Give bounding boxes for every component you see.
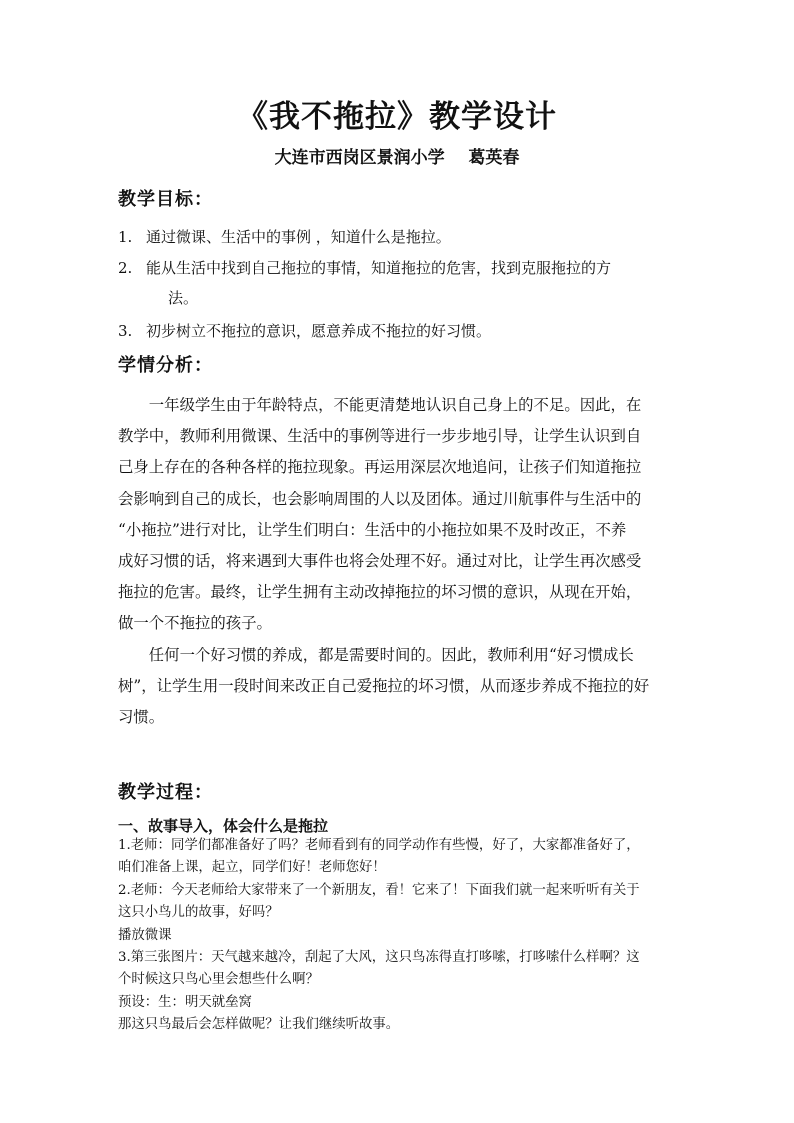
detail-line: 预设：生：明天就垒窝 — [118, 994, 252, 1010]
detail-line: 个时候这只鸟心里会想些什么啊？ — [118, 972, 319, 988]
paragraph-line: 成好习惯的话，将来遇到大事件也将会处理不好。通过对比，让学生再次感受 — [118, 552, 642, 571]
goal-text: 初步树立不拖拉的意识，愿意养成不拖拉的好习惯。 — [146, 322, 492, 340]
analysis-paragraph-2 — [118, 640, 678, 734]
detail-line: 这只小鸟儿的故事，好吗？ — [118, 905, 279, 921]
section-heading-analysis: 学情分析： — [118, 355, 213, 376]
paragraph-line: 教学中，教师利用微课、生活中的事例等进行一步步地引导，让学生认识到自 — [118, 427, 642, 446]
paragraph-line: 拖拉的危害。最终，让学生拥有主动改掉拖拉的坏习惯的意识，从现在开始， — [118, 583, 642, 602]
paragraph-line: 任何一个好习惯的养成，都是需要时间的。因此，教师利用“好习惯成长 — [118, 646, 634, 664]
paragraph-line: 做一个不拖拉的孩子。 — [118, 614, 272, 633]
goal-number: 3. — [118, 322, 133, 340]
goal-text-continuation: 法。 — [168, 289, 199, 307]
paragraph-line: 一年级学生由于年龄特点，不能更清楚地认识自己身上的不足。因此，在 — [118, 396, 642, 414]
paragraph-line: 会影响到自己的成长，也会影响周围的人以及团体。通过川航事件与生活中的 — [118, 489, 642, 508]
paragraph-line: “小拖拉”进行对比，让学生们明白：生活中的小拖拉如果不及时改正，不养 — [118, 520, 627, 539]
goal-number: 1. — [118, 228, 133, 246]
goal-item — [118, 319, 678, 343]
section-heading-process: 教学过程： — [118, 782, 213, 803]
detail-line: 2.老师：今天老师给大家带来了一个新朋友，看！它来了！下面我们就一起来听听有关于 — [118, 882, 640, 898]
process-detail — [118, 835, 678, 1037]
detail-line: 3.第三张图片：天气越来越冷，刮起了大风，这只鸟冻得直打哆嗦，打哆嗦什么样啊？这 — [118, 950, 640, 966]
author-line: 大连市西岗区景润小学 葛英春 — [274, 148, 520, 168]
paragraph-line: 树”，让学生用一段时间来改正自己爱拖拉的坏习惯，从而逐步养成不拖拉的好 — [118, 677, 650, 696]
detail-line: 1.老师：同学们都准备好了吗？老师看到有的同学动作有些慢，好了，大家都准备好了， — [118, 838, 640, 853]
detail-line: 播放微课 — [118, 927, 172, 943]
goal-item — [118, 225, 678, 249]
page-title: 《我不拖拉》教学设计 — [237, 99, 557, 135]
goal-text: 通过微课、生活中的事例 ，知道什么是拖拉。 — [146, 228, 451, 246]
goal-number: 2. — [118, 259, 133, 277]
goal-item — [118, 256, 678, 307]
paragraph-line: 己身上存在的各种各样的拖拉现象。再运用深层次地追问，让孩子们知道拖拉 — [118, 458, 642, 477]
process-step-heading: 一、故事导入，体会什么是拖拉 — [118, 817, 329, 835]
detail-line: 咱们准备上课，起立，同学们好！老师您好！ — [118, 860, 386, 876]
paragraph-line: 习惯。 — [118, 708, 165, 727]
goal-text: 能从生活中找到自己拖拉的事情，知道拖拉的危害，找到克服拖拉的方 — [146, 259, 612, 277]
detail-line: 那这只鸟最后会怎样做呢？让我们继续听故事。 — [118, 1017, 400, 1033]
section-heading-goals: 教学目标： — [118, 189, 213, 210]
analysis-paragraph-1 — [118, 390, 678, 640]
